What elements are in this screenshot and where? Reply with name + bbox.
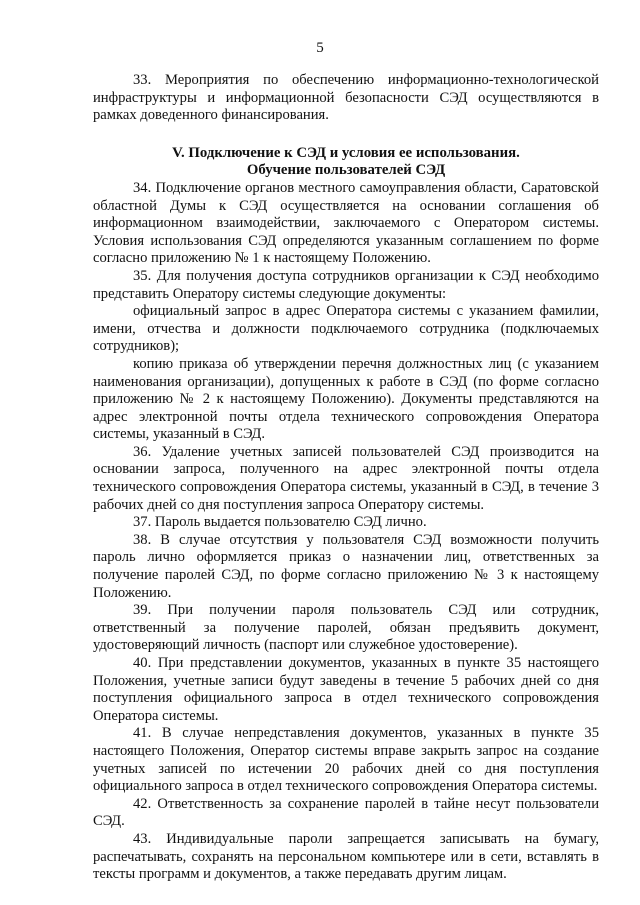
paragraph-33: 33. Мероприятия по обеспечению информационно-технологической инфраструктуры и информационной безопасности СЭД осуществляются в рамках доведенного финансирования. bbox=[93, 72, 599, 124]
section-heading: V. Подключение к СЭД и условия ее использования. bbox=[172, 144, 520, 161]
paragraph-37: 37. Пароль выдается пользователю СЭД лично. bbox=[133, 514, 427, 531]
document-body bbox=[93, 72, 599, 884]
section-gap bbox=[93, 125, 599, 145]
paragraph-41: 41. В случае непредставления документов, указанных в пункте 35 настоящего Положения, Оператор системы вправе закрыть запрос на создание учетных записей по истечении 20 рабочих дней со дня поступления официального запроса в отдел технического сопровождения Оператора системы. bbox=[93, 725, 599, 795]
paragraph-40: 40. При представлении документов, указанных в пункте 35 настоящего Положения, учетные записи будут заведены в течение 5 рабочих дней со дня поступления официального запроса в отдел технического сопровождения Оператора системы. bbox=[93, 655, 599, 724]
paragraph-34: 34. Подключение органов местного самоуправления области, Саратовской областной Думы к СЭД осуществляется на основании соглашения об информационном взаимодействии, заключаемого с Оператором системы. Условия использования СЭД определяются указанным соглашением по форме согласно приложению № 1 к настоящему Положению. bbox=[93, 179, 599, 267]
paragraph-38: 38. В случае отсутствия у пользователя СЭД возможности получить пароль лично оформляется приказ о назначении лиц, ответственных за получение паролей СЭД, по форме согласно приложению № 3 к настоящему Положению. bbox=[93, 531, 599, 601]
page-number: 5 bbox=[316, 40, 324, 56]
paragraph-39: 39. При получении пароля пользователь СЭД или сотрудник, ответственный за получение паролей, обязан предъявить документ, удостоверяющий личность (паспорт или служебное удостоверение). bbox=[93, 602, 599, 654]
paragraph-35-item-request: официальный запрос в адрес Оператора системы с указанием фамилии, имени, отчества и должности подключаемого сотрудника (подключаемых сотрудников); bbox=[93, 303, 599, 355]
paragraph-35-item-order: копию приказа об утверждении перечня должностных лиц (с указанием наименования организации), допущенных к работе в СЭД (по форме согласно приложению № 2 к настоящему Положению). Документы представляются на адрес электронной почты отдела технического сопровождения Оператора системы, указанный в СЭД. bbox=[93, 355, 599, 443]
paragraph-43: 43. Индивидуальные пароли запрещается записывать на бумагу, распечатывать, сохранять на персональном компьютере или в сети, вставлять в тексты программ и документов, а также передавать другим лицам. bbox=[93, 830, 599, 883]
section-subheading: Обучение пользователей СЭД bbox=[246, 162, 446, 179]
paragraph-36: 36. Удаление учетных записей пользователей СЭД производится на основании запроса, полученного на адрес электронной почты отдела технического сопровождения Оператора системы, указанный в СЭД, в течение 3 рабочих дней со дня поступления запроса Оператору системы. bbox=[93, 443, 599, 513]
paragraph-42: 42. Ответственность за сохранение паролей в тайне несут пользователи СЭД. bbox=[93, 795, 599, 830]
paragraph-35: 35. Для получения доступа сотрудников организации к СЭД необходимо представить Оператору системы следующие документы: bbox=[93, 267, 599, 302]
